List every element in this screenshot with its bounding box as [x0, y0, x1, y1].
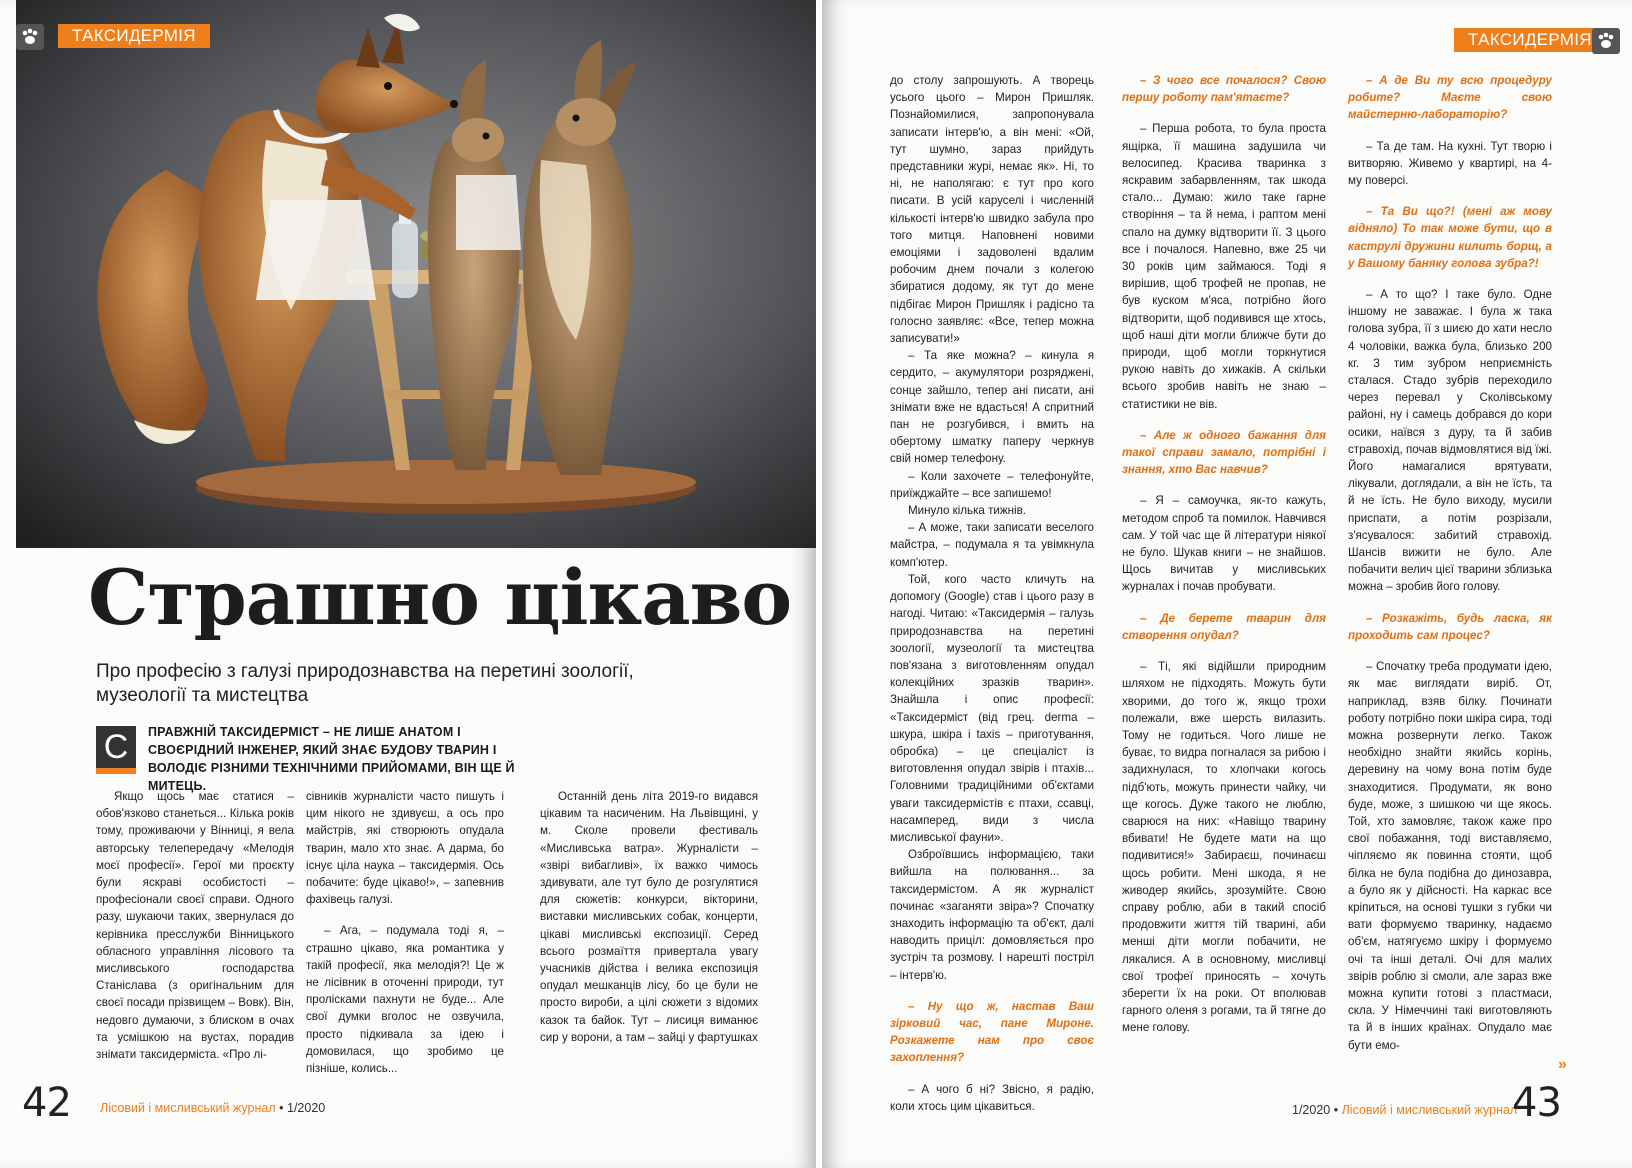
paragraph: – Та де там. На кухні. Тут творю і витворяю. Живемо у квартирі, на 4-му поверсі.	[1348, 139, 1552, 188]
separator: •	[279, 1101, 284, 1115]
paragraph: – Ті, які відійшли природним шляхом не підходять. Можуть бути хворими, до того ж, якщо трохи полежали, вже шерсть вилазить. Тому не годиться. Чого лише не буває, то видра погналася за рибою і задихнулася, то хлопчаки когось підб'ють, можуть принести чайку, чи ще когось. Дуже такого не люблю, сварюся на них: «Навіщо тварину вбивати! Не будете мати на що подивитися!» Забираєш, починаєш щось робити. Мені шкода, я не живодер якийсь, зрозумійте. Свою справу роблю, аби в такий спосіб продовжити життя тій тварині, аби менші діти могли побачити, не лякалися. А в основному, мисливці свої трофеї приносять – хочуть зберегти їх на роки. От вполював гарного оленя з рогами, та й тягне до мене голову.	[1122, 660, 1326, 1035]
interview-question: – Розкажіть, будь ласка, як проходить сам процес?	[1348, 611, 1552, 642]
paragraph: Якщо щось має статися – обов'язково станеться... Кілька років тому, проживаючи у Вінниці, я вела авторську телепередачу «Мелодія моєї професії». Герої ми проєкту були яскраві особистості – професіонали своєї справи. Одного разу, шукаючи таких, звернулася до керівника пресслужби Вінницького обласного управління лісового та мисливського господарства Станіслава (з оригінальним для своєї посади прізвищем – Вовк). Він, недовго думаючи, з блиском в очах та усмішкою на вустах, порадив знімати таксидерміста. «Про лі-	[96, 790, 294, 1062]
paragraph: – А чого б ні? Звісно, я радію, коли хтось цим цікавиться.	[890, 1082, 1094, 1113]
paragraph: Той, кого часто кличуть на допомогу (Google) став і цього разу в нагоді. Читаю: «Таксидермія – галузь природознавства на перетині зоології, музеології та мистецтва пов'язана з виготовленням опудал колекційних зразків тварин». Знайшла і опис професії: «Таксидерміст (від грец. derma – шкура, шкіра і taxis – приготування, обробка) – це спеціаліст із виготовлення опудал звірів і птахів... Головними традиційними об'єктами уваги таксидермістів є птахи, ссавці, насамперед, види з числа мисливської фауни».	[890, 572, 1094, 844]
column-6	[1348, 72, 1552, 1072]
paragraph: – Ага, – подумала тоді я, – страшно цікаво, яка романтика у такій професії, яка мелодія?! Це ж не лісівник в оточенні природи, тут пролісками пахнути не буде... Але свої думки вголос не озвучила, просто підкивала за ідею і домовилася, що зробимо це пізніше, колись...	[306, 924, 504, 1076]
page-number-left: 42	[22, 1080, 71, 1126]
column-5	[1122, 72, 1326, 1072]
paw-icon	[16, 24, 44, 50]
section-rubric: ТАКСИДЕРМІЯ	[1454, 28, 1606, 52]
article-subhead: Про професію з галузі природознавства на перетині зоології, музеології та мистецтва	[96, 661, 634, 706]
paragraph: – А може, таки записати веселого майстра, – подумала я та увімкнула комп'ютер.	[890, 521, 1094, 569]
paragraph: сівників журналісти часто пишуть і цим нікого не здивуєш, а ось про майстрів, які створюють опудала тварин, мало хто знає. А дарма, бо існує ціла наука – таксидермія. Ось побачите: буде цікаво!», – запевнив фахівець галузі.	[306, 790, 504, 907]
column-2	[306, 788, 504, 1076]
issue-number: 1/2020	[287, 1101, 326, 1115]
lead-paragraph: ПРАВЖНІЙ ТАКСИДЕРМІСТ – НЕ ЛИШЕ АНАТОМ І СВОЄРІДНИЙ ІНЖЕНЕР, ЯКИЙ ЗНАЄ БУДОВУ ТВАРИН І ВОЛОДІЄ РІЗНИМИ ТЕХНІЧНИМИ ПРИЙОМАМИ, ВІН ЩЕ Й МИТЕЦЬ.	[148, 725, 515, 793]
paragraph: – Спочатку треба продумати ідею, як має виглядати виріб. От, наприклад, взяв білку. Починати роботу потрібно поки шкіра сира, тоді можна розвернути легко. Також необхідно знайти якийсь корінь, деревину на чому вона потім буде знаходитися. Продумати, як воно буде, може, з шишкою чи ще якось. Той, хто замовляє, також каже про свої побажання, тоді виставляємо, чіпляємо як повинна стояти, щоб білка не була подібна до динозавра, а було як у дійсності. На каркас все кріпиться, на основі тушки з губки чи вати формуємо тваринку, надаємо об'єм, натягуємо шкіру і формуємо очі та інші деталі. Очі для малих звірів роблю зі смоли, але зараз вже можна купити готові з пластмаси, скла. У Німеччині такі виготовляють та й в інших країнах. Опудало має бути емо-	[1348, 660, 1552, 1052]
continue-mark: »	[1558, 1056, 1567, 1073]
interview-question: – Та Ви що?! (мені аж мову відняло) То так може бути, що в каструлі дружини килить борщ, а у Вашому баняку голова зубра?!	[1348, 205, 1552, 270]
interview-question: – Але ж одного бажання для такої справи замало, потрібні і знання, хто Вас навчив?	[1122, 428, 1326, 477]
taxidermy-photo	[16, 0, 816, 548]
interview-question: – Де берете тварин для створення опудал?	[1122, 611, 1326, 642]
interview-question: – А де Ви ту всю процедуру робите? Маєте свою майстерню-лабораторію?	[1348, 74, 1552, 122]
paragraph: Озброївшись інформацією, таки вийшла на полювання... за таксидермістом. А як журналіст починає «заганяти звіра»? Спочатку знаходить інформацію та об'єкт, далі наводить приціл: домовляється про зустріч та розмову. І нарешті постріл – інтерв'ю.	[890, 848, 1094, 982]
paragraph: – Коли захочете – телефонуйте, приїжджайте – все запишемо!	[890, 469, 1094, 500]
paw-icon	[1592, 28, 1620, 54]
footer-right	[1292, 1103, 1517, 1117]
magazine-name: Лісовий і мисливський журнал	[1341, 1103, 1518, 1117]
issue-number: 1/2020	[1292, 1103, 1331, 1117]
paragraph: – А то що? І таке було. Одне іншому не заважає. І була ж така голова зубра, її з шиєю до хати несло 4 чоловіки, важка була, близько 200 кг. З тим зубром неприємність сталася. Стадо зубрів переходило через перевал у Сколівському районі, ну і самець добрався до кори осики, наївся з дуру, та й забив стравохід, почав відмовлятися від їжі. Його намагалися врятувати, лікували, доглядали, а він не їсть, та й не їсть. Не було виходу, мусили приспати, а потім розрізали, з'ясувалося: забитий стравохід. Шансів вижити не було. Але побачити велич цієї тварини зблизька можна – зробив його голову.	[1348, 288, 1552, 594]
column-4	[890, 72, 1094, 1113]
interview-question: – З чого все почалося? Свою першу роботу пам'ятаєте?	[1122, 74, 1326, 105]
paragraph: – Я – самоучка, як-то кажуть, методом спроб та помилок. Навчився сам. У той час ще й літератури ніякої не було. Шукав книги – не знайшов. Щось вичитав у мисливських журналах і почав пробувати.	[1122, 494, 1326, 594]
column-1	[96, 788, 294, 1060]
paragraph: Останній день літа 2019-го видався цікавим та насиченим. На Львівщині, у м. Сколе провели фестиваль «Мисливська ватра». Журналісти – «звірі вибагливі», їх важко чимось здивувати, але тут було де розгулятися для сюжетів: конкурси, вікторини, виставки мисливських собак, концерти, цікаві мисливські експозиції. Серед всього розмаїття привертала увагу учасників дійства і велика експозиція опудал мешканців лісу, бо це були не просто вироби, а цілі сюжети з відомих казок та байок. Тут – лисиця виманює сир у ворони, а там – зайці у фартушках	[540, 790, 758, 1044]
page-number-right: 43	[1512, 1080, 1561, 1126]
magazine-name: Лісовий і мисливський журнал	[100, 1101, 276, 1115]
paragraph: до столу запрошують. А творець усього цього – Мирон Пришляк. Познайомилися, запропонувала записати інтерв'ю, а він мені: «Ой, тут шумно, зараз прийдуть представники журі, немає як». Ні, то ні, не наполягаю: є тут про кого писати. В усій каруселі і численній кількості інтерв'ю швидко забула про того митця. Наповнені новими емоціями і задоволені вдалим робочим днем почали з колегою збиратися додому, як тут до мене підбігає Мирон Пришляк і радісно та голосно заявляє: «Все, тепер можна записувати!»	[890, 74, 1094, 346]
column-3	[540, 788, 758, 1060]
paragraph: – Та яке можна? – кинула я сердито, – акумулятори розряджені, сонце зайшло, тепер ані писати, ані знімати вже не вдасться! А спритний пан не розгубився, і вмить на обертому шматку папеpу черкнув свій номер телефону.	[890, 349, 1094, 466]
interview-question: – Ну що ж, настав Ваш зірковий час, пане Мироне. Розкажете нам про своє захоплення?	[890, 999, 1094, 1065]
drop-cap: С	[96, 726, 136, 774]
footer-left	[100, 1101, 325, 1115]
section-rubric: ТАКСИДЕРМІЯ	[58, 24, 210, 48]
article-headline: Страшно цікаво	[88, 553, 792, 642]
right-page	[822, 0, 1632, 1168]
separator: •	[1333, 1103, 1339, 1117]
paragraph: – Перша робота, то була проста ящірка, її машина задушила чи велосипед. Красива тваринка з яскравим забарвленням, так шкода стало... Думаю: жило таке гарне створіння – та й нема, і раптом мені спало на думку відтворити її. З цього все і почалося. Напевно, вже 25 чи 30 років цим займаюся. Тоді я вирішив, щоб трофей не пропав, не був куском м'яса, потрібно його відтворити, щоб подивився ще хтось, щоб наші діти могли ближче бути до природи, щоб могли торкнутися рукою навіть до хижаків. А скільки всього зробив навіть не знаю – статистики не вів.	[1122, 122, 1326, 411]
paragraph: Минуло кілька тижнів.	[908, 504, 1026, 518]
